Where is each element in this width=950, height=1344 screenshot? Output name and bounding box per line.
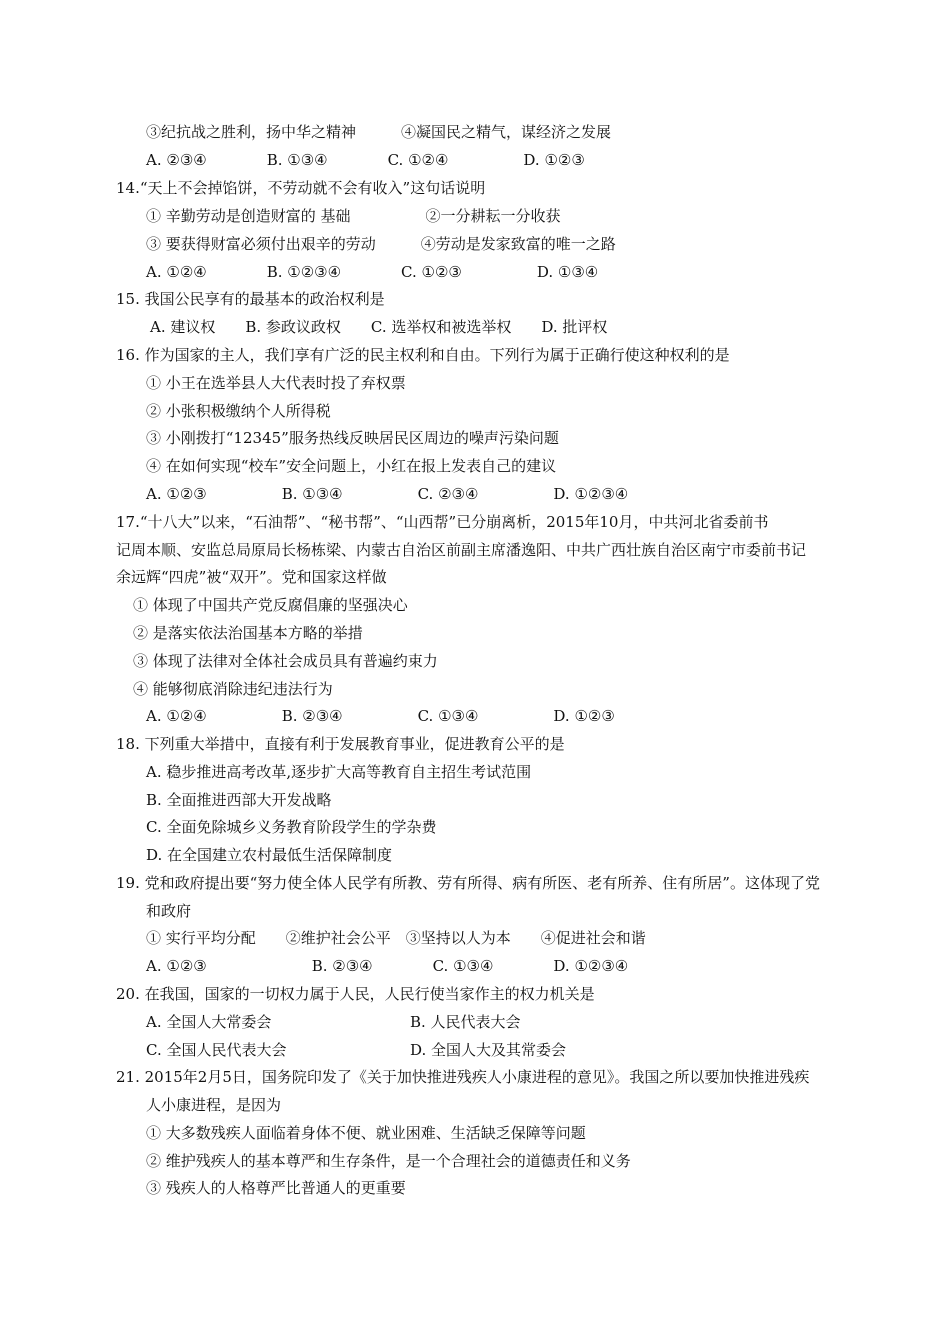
q21-option-3: ③ 残疾人的人格尊严比普通人的更重要 bbox=[146, 1179, 406, 1197]
q19-stem-line-2: 和政府 bbox=[146, 902, 192, 920]
q16-stem: 16. 作为国家的主人，我们享有广泛的民主权利和自由。下列行为属于正确行使这种权利的是 bbox=[116, 346, 730, 364]
q16-option-2: ② 小张积极缴纳个人所得税 bbox=[146, 402, 331, 420]
q18-choice-d: D. 在全国建立农村最低生活保障制度 bbox=[146, 846, 393, 864]
q13-option-line-3: ③纪抗战之胜利，扬中华之精神 ④凝国民之精气，谋经济之发展 bbox=[146, 123, 612, 141]
q14-options-3-4: ③ 要获得财富必须付出艰辛的劳动 ④劳动是发家致富的唯一之路 bbox=[146, 235, 616, 253]
q18-choice-c: C. 全面免除城乡义务教育阶段学生的学杂费 bbox=[146, 818, 437, 836]
q20-choice-a: A. 全国人大常委会 bbox=[146, 1013, 272, 1031]
q18-choice-a: A. 稳步推进高考改革,逐步扩大高等教育自主招生考试范围 bbox=[146, 763, 532, 781]
q19-stem-line-1: 19. 党和政府提出要“努力使全体人民学有所教、劳有所得、病有所医、老有所养、住有所居”。这体现了党 bbox=[116, 874, 820, 892]
q17-option-2: ② 是落实依法治国基本方略的举措 bbox=[133, 624, 363, 642]
q21-stem-line-2: 人小康进程，是因为 bbox=[146, 1096, 282, 1114]
q17-stem-line-3: 余远辉“四虎”被“双开”。党和国家这样做 bbox=[116, 568, 387, 586]
q15-stem: 15. 我国公民享有的最基本的政治权利是 bbox=[116, 290, 385, 308]
q16-answer-choices: A. ①②③ B. ①③④ C. ②③④ D. ①②③④ bbox=[146, 485, 629, 503]
q16-option-3: ③ 小刚拨打“12345”服务热线反映居民区周边的噪声污染问题 bbox=[146, 429, 559, 447]
q17-option-3: ③ 体现了法律对全体社会成员具有普遍约束力 bbox=[133, 652, 438, 670]
q21-stem-line-1: 21. 2015年2月5日，国务院印发了《关于加快推进残疾人小康进程的意见》。我国之所以要加快推进残疾 bbox=[116, 1068, 810, 1086]
q21-option-1: ① 大多数残疾人面临着身体不便、就业困难、生活缺乏保障等问题 bbox=[146, 1124, 586, 1142]
q19-answer-choices: A. ①②③ B. ②③④ C. ①③④ D. ①②③④ bbox=[146, 957, 629, 975]
q16-option-1: ① 小王在选举县人大代表时投了弃权票 bbox=[146, 374, 406, 392]
q21-option-2: ② 维护残疾人的基本尊严和生存条件，是一个合理社会的道德责任和义务 bbox=[146, 1152, 631, 1170]
q17-option-1: ① 体现了中国共产党反腐倡廉的坚强决心 bbox=[133, 596, 408, 614]
q15-answer-choices: A. 建议权 B. 参政议政权 C. 选举权和被选举权 D. 批评权 bbox=[150, 318, 608, 336]
q17-option-4: ④ 能够彻底消除违纪违法行为 bbox=[133, 680, 333, 698]
q14-options-1-2: ① 辛勤劳动是创造财富的 基础 ②一分耕耘一分收获 bbox=[146, 207, 561, 225]
q17-answer-choices: A. ①②④ B. ②③④ C. ①③④ D. ①②③ bbox=[146, 707, 615, 725]
q18-choice-b: B. 全面推进西部大开发战略 bbox=[146, 791, 332, 809]
q20-stem: 20. 在我国，国家的一切权力属于人民，人民行使当家作主的权力机关是 bbox=[116, 985, 595, 1003]
q17-stem-line-2: 记周本顺、安监总局原局长杨栋梁、内蒙古自治区前副主席潘逸阳、中共广西壮族自治区南宁市委前书记 bbox=[116, 541, 807, 559]
q20-choice-b: B. 人民代表大会 bbox=[410, 1013, 521, 1031]
q18-stem: 18. 下列重大举措中，直接有利于发展教育事业，促进教育公平的是 bbox=[116, 735, 565, 753]
q14-answer-choices: A. ①②④ B. ①②③④ C. ①②③ D. ①③④ bbox=[146, 263, 599, 281]
q16-option-4: ④ 在如何实现“校车”安全问题上，小红在报上发表自己的建议 bbox=[146, 457, 557, 475]
q20-choice-c: C. 全国人民代表大会 bbox=[146, 1041, 287, 1059]
q17-stem-line-1: 17.“十八大”以来，“石油帮”、“秘书帮”、“山西帮”已分崩离析，2015年10月，中共河北省委前书 bbox=[116, 513, 769, 531]
q14-stem: 14.“天上不会掉馅饼，不劳动就不会有收入”这句话说明 bbox=[116, 179, 486, 197]
q13-answer-choices: A. ②③④ B. ①③④ C. ①②④ D. ①②③ bbox=[146, 151, 585, 169]
q20-choice-d: D. 全国人大及其常委会 bbox=[410, 1041, 567, 1059]
q19-options: ① 实行平均分配 ②维护社会公平 ③坚持以人为本 ④促进社会和谐 bbox=[146, 929, 646, 947]
